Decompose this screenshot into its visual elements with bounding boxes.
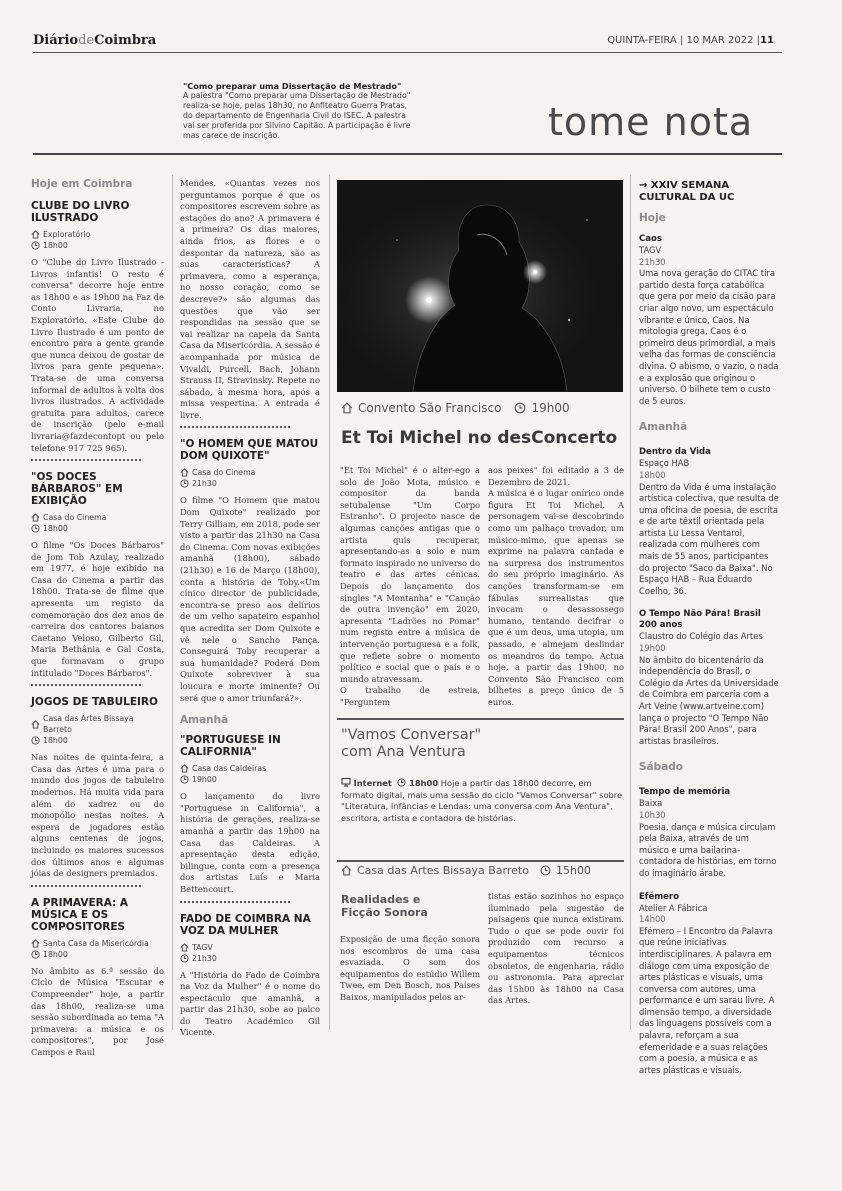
rule [337, 860, 624, 862]
event-title: "PORTUGUESE IN CALIFORNIA" [180, 734, 281, 759]
event-time [31, 523, 164, 534]
event-venue: Atelier A Fábrica [639, 902, 708, 913]
event-time [31, 949, 164, 960]
feature-body-right: aos peixes" foi editado a 3 de Dezembro de 2021. A música é o lugar onírico onde figura Et Toi Michel. A personagem vai-se descobrindo como um palhaço trovador, um músico-mimo, que apenas se exprime na palavra cantada e na surpresa dos instrumentos do seu próprio imaginário. As canções transformam-se em fábulas surrealistas que invocam o desassossego humano, tentando decifrar o que é um deus, uma utopia, um passado, e almejam deslindar os meandros do tempo. Actua hoje, a partir das 19h00, no Convento São Francisco com bilhetes a preço único de 5 euros. [488, 465, 624, 707]
time-label: 15h00 [555, 864, 591, 877]
time-label: 18h00 [43, 524, 68, 534]
event-venue: Espaço HAB [639, 458, 690, 469]
time-label: 19h00 [192, 775, 217, 785]
vamos-body [341, 777, 624, 824]
event-body: Efémero – I Encontro da Palavra que reúne iniciativas interdisciplinares. A palavra em diálogo com uma exposição de artes plásticas e visuais, uma conversa com autores, uma performance e um sarau livre. A dimensão tempo, a diversidade das linguagens possíveis com a palavra, reforçam a sua efemeridade e a suas relações com a poesia, a música e as artes plásticas e visuais. [639, 925, 775, 1075]
computer-icon [341, 777, 351, 787]
time-label: 21h30 [192, 479, 217, 489]
event-title: Caos [639, 234, 662, 244]
top-note-body: A palestra "Como preparar uma Dissertação de Mestrado" realiza-se hoje, pelas 18h30, no Anfiteatro Guerra Pratas, do departamento de Engenharia Civil do ISEC. A palestra vai ser proferida por Silvino Capitão. A participação é livre mas carece de inscrição. [183, 91, 411, 140]
event-body: Dentro da Vida é uma instalação artística colectiva, que resulta de uma oficina de poesia, de escrita e de arte têxtil orientada pela artista Lu Lessa Ventarol, realizada com mulheres com mais de 55 anos, participantes do projecto "Saco da Baixa". No Espaço HAB – Rua Eduardo Coelho, 36. [639, 481, 779, 596]
event-time: 19h00 [639, 643, 666, 654]
venue-label: Casa das Artes Bissaya Barreto [43, 714, 134, 735]
event-title: "O HOMEM QUE MATOU DOM QUIXOTE" [180, 438, 319, 463]
event-body: O filme "Os Doces Bárbaros" de Jom Tob Azulay, realizado em 1977, é hoje exibido na Casa do Cinema a partir das 18h00. Trata-se de filme que apresenta um registo da comemoração dos dez anos de carreira dos cantores baianos Caetano Veloso, Gilberto Gil, Maria Bethânia e Gal Costa, que formavam o grupo intitulado "Doces Bárbaros". [31, 540, 164, 678]
casa-meta [341, 865, 591, 876]
clock-icon [31, 950, 40, 959]
dotted-separator [31, 883, 141, 887]
event-venue [180, 942, 320, 953]
performer-silhouette [337, 180, 623, 392]
house-icon [31, 939, 40, 948]
column-semana-cultural [639, 180, 779, 1076]
header-rule [33, 52, 782, 53]
venue-label: Internet [353, 778, 392, 788]
dotted-separator [31, 682, 141, 686]
section-rule [33, 153, 782, 155]
event-venue: TAGV [639, 245, 662, 255]
event-time [180, 774, 320, 785]
event-venue [31, 713, 164, 735]
section-title: tome nota [548, 100, 754, 144]
event-venue [31, 229, 164, 240]
feature-body-left: "Et Toi Michel" é o alter-ego a solo de João Mota, músico e compositor da banda setubalense "Um Corpo Estranho". O projecto nasce de algumas canções antigas que o artista quis recuperar, apresentando-as a solo e num formato inspirado no universo do teatro e das artes cénicas. Depois do lançamento dos singles "A Montanha" e "Canção de outra invenção" em 2020, apresenta "Ladrões no Pomar" num registo entre a música de intervenção portuguesa e a folk, que reflete sobre o momento político e social que o país e o mundo atravessam. O trabalho de estreia, "Perguntem [340, 465, 480, 707]
venue-label: Casa do Cinema [43, 513, 107, 523]
event-time: 21h30 [639, 256, 666, 267]
logo-word-2: de [78, 33, 95, 48]
masthead [33, 33, 156, 48]
time-label: 18h00 [409, 778, 439, 788]
event-body: Nas noites de quinta-feira, a Casa das Artes é uma para o mundo dos jogos de tabuleiro modernos. Há muita vida para além do xadrez ou do monopólio nestas noites. A espera de jogadores estão alguns centenas de jogos, incluindo os maiores sucessos dos últimos anos e algumas jóias de designers premiados. [31, 752, 164, 879]
time-label: 21h30 [192, 953, 217, 963]
event-title: Efémero [639, 891, 679, 902]
dotted-separator [180, 899, 290, 903]
clock-icon [180, 479, 189, 488]
time-label: 18h00 [43, 949, 68, 959]
casa-headline: Realidades e Ficção Sonora [341, 893, 428, 919]
top-note-title: "Como preparar uma Dissertação de Mestrado" [183, 81, 402, 91]
event-venue [31, 938, 164, 949]
house-icon [180, 468, 189, 477]
event-time [180, 478, 320, 489]
event-venue: Baixa [639, 798, 663, 809]
house-icon [180, 943, 189, 952]
event-time [31, 240, 164, 251]
col-divider [329, 175, 330, 1030]
house-icon [341, 402, 353, 414]
event-body: O "Clube do Livro Ilustrado - Livros infantis! O resto é conversa" decorre hoje entre as 18h00 e as 19h00 na Faz de Conto Livraria, no Exploratório. «Este Clube do Livro Ilustrado é um ponto de encontro para a gente grande que nunca deixou de gostar de livros para gente pequena». Trata-se de uma conversa informal de adultos à volta dos livros ilustrados. A actividade gratuita para adultos, carece de inscrição (pelo e-mail livraria@fazdecontopt ou pelo telefone 917 725 965). [31, 257, 164, 453]
event-body: O lançamento do livro "Portuguese in California", a história de gerações, realiza-se amanhã a partir das 19h00 na Casa das Caldeiras. A apresentação desta edição, bilingue, conta com a presença dos artistas Luís e Maria Bettencourt. [180, 791, 320, 894]
house-icon [31, 230, 40, 239]
event-body: Poesia, dança e música circulam pela Baixa, através de um músico e uma bailarina-contadora de histórias, em torno do imaginário árabe. [639, 821, 777, 878]
event-title: CLUBE DO LIVRO ILUSTRADO [31, 200, 130, 224]
clock-icon [31, 736, 40, 745]
event-body: O filme "O Homem que matou Dom Quixote" realizado por Terry Gilliam, em 2018, pode ser visto a partir das 21h30 na Casa do Cinema. Com novas exibições amanhã (18h00), sábado (21h30) e 16 de Março (18h00), conta a história de Toby.«Um cínico director de publicidade, encontra-se preso aos delírios de um velho sapateiro espanhol que acredita ser Dom Quixote e vê nele o Sancho Pança. Conseguirá Toby recuperar a sua humanidade? Poderá Dom Quixote sobreviver à sua loucura e morte iminente? Ou será que o amor triunfará?». [180, 495, 320, 703]
event-venue [180, 467, 320, 478]
venue-label: Convento São Francisco [358, 400, 502, 415]
clock-icon [31, 524, 40, 533]
venue-label: Exploratório [43, 230, 91, 239]
rule [337, 718, 624, 720]
house-icon [31, 513, 40, 522]
event-time: 14h00 [639, 914, 666, 925]
event-body: A "História do Fado de Coimbra na Voz da Mulher" é o nome do espectáculo que amanhã, a partir das 21h30, sobe ao palco do Teatro Académico Gil Vicente. [180, 969, 320, 1038]
event-time: 10h30 [639, 809, 666, 820]
clock-icon [31, 241, 40, 250]
venue-label: TAGV [192, 942, 213, 952]
event-body: No âmbito as 6.ª sessão do Ciclo de Música "Escutar e Compreender" hoje, a partir das 18h00, realiza-se uma sessão subordinada ao tema "A primavera: a música e os compositores", por José Campos e Raul [31, 965, 164, 1057]
time-label: 18h00 [43, 736, 68, 746]
event-time: 18h00 [639, 469, 666, 480]
clock-icon [540, 865, 551, 876]
event-title: Tempo de memória [639, 787, 731, 798]
vamos-text: Hoje a partir das 18h00 decorre, em formato digital, mais uma sessão do ciclo "Vamos Conversar" sobre "Literatura, Infâncias e Lendas: uma conversa com Ana Ventura", escritora, artista e contadora de histórias. [341, 778, 623, 823]
top-note [183, 81, 415, 141]
venue-label: Casa do Cinema [192, 468, 256, 478]
event-venue [31, 512, 164, 523]
section-heading: Amanhã [180, 714, 229, 727]
time-label: 19h00 [531, 400, 570, 415]
section-heading: Hoje em Coimbra [31, 178, 133, 190]
event-title: FADO DE COIMBRA NA VOZ DA MULHER [180, 912, 311, 937]
logo-word-1: Diário [33, 33, 79, 48]
event-body-continued: Mendes. «Quantas vezes nos perguntamos porque é que os compositores escrevem sobre as estações do ano? A primavera é a primeira? Os dias maiores, ainda frios, as flores e o despontar da natureza, são as suas características? A primavera, como a esperança, no nosso coração, como se descreve?» são algumas das questões que vão ser respondidas na sessão que se vai realizar na capela da Santa Casa da Misericórdia. A sessão é acompanhada por música de Vivaldi, Purcell, Bach, Johann Strauss II, Stravinsky. Repete no sábado, à mesma hora, após a missa vespertina. A entrada é livre. [180, 178, 320, 420]
event-title: O Tempo Não Pára! Brasil 200 anos [639, 609, 761, 631]
dotted-separator [180, 424, 290, 428]
dotted-separator [31, 457, 141, 461]
feature-photo [337, 180, 623, 392]
clock-icon [514, 402, 526, 414]
venue-label: Casa das Artes Bissaya Barreto [357, 864, 529, 877]
col-divider [172, 175, 173, 1030]
page-number: 11 [760, 35, 774, 46]
clock-icon [180, 954, 189, 963]
event-time [31, 735, 164, 746]
venue-label: Santa Casa da Misericórdia [43, 938, 149, 948]
day-heading: Amanhã [639, 421, 688, 434]
casa-body-left: Exposição de uma ficção sonora nos escombros de uma casa esvaziada. O som dos equipamentos do estúdio Willem Twee, em Den Bosch, nos Países Baixos, manipulados pelos ar- [340, 934, 480, 1002]
casa-body-right: tistas estão sozinhos no espaço iluminado pela sugestão de paisagens que nunca existiram. Tudo o que se pode ouvir foi produzido com recurso a equipamentos técnicos obsoletos, de engenharia, rádio ou astronomia. Para apreciar das 15h00 às 18h00 na Casa das Artes. [488, 891, 624, 1006]
event-body: Uma nova geração do CITAC tira partido desta força catabólica que gera por meio da cisão para criar algo novo, um espectáculo vibrante e único, Caos. Na mitologia grega, Caos é o primeiro deus primordial, a mais velha das formas de consciência divina. O abismo, o vazio, o nada e a explosão que originou o universo. O bilhete tem o custo de 5 euros. [639, 268, 779, 406]
clock-icon [397, 778, 406, 787]
event-title: Dentro da Vida [639, 447, 711, 458]
event-body: No âmbito do bicentenário da independência do Brasil, o Colégio da Artes da Universidade de Coimbra em parceria com a Art Veine (www.artveine.com) lança o projecto "O Tempo Não Pára! Brasil 200 Anos", para artistas brasileiros. [639, 654, 779, 746]
house-icon [341, 865, 352, 876]
vamos-headline: "Vamos Conversar" com Ana Ventura [341, 727, 482, 760]
logo-word-3: Coimbra [94, 33, 157, 48]
event-venue [180, 763, 320, 774]
column-hoje-em-coimbra [31, 178, 164, 1059]
event-title: "OS DOCES BÁRBAROS" EM EXIBIÇÃO [31, 471, 123, 508]
col-divider [630, 175, 631, 1030]
issue-date: QUINTA-FEIRA | 10 MAR 2022 | [607, 35, 760, 46]
event-time [180, 953, 320, 964]
semana-title: → XXIV SEMANA CULTURAL DA UC [639, 180, 735, 203]
house-icon [31, 720, 40, 729]
time-label: 18h00 [43, 241, 68, 250]
house-icon [180, 764, 189, 773]
event-venue: Claustro do Colégio das Artes [639, 631, 763, 642]
day-heading: Hoje [639, 212, 666, 224]
clock-icon [180, 775, 189, 784]
day-heading: Sábado [639, 761, 683, 774]
event-title: A PRIMAVERA: A MÚSICA E OS COMPOSITORES [31, 896, 129, 933]
venue-label: Casa das Caldeiras [192, 764, 267, 774]
feature-meta [341, 402, 570, 414]
event-title: JOGOS DE TABULEIRO [31, 696, 158, 709]
column-2 [180, 178, 320, 1039]
feature-headline: Et Toi Michel no desConcerto [341, 428, 618, 448]
